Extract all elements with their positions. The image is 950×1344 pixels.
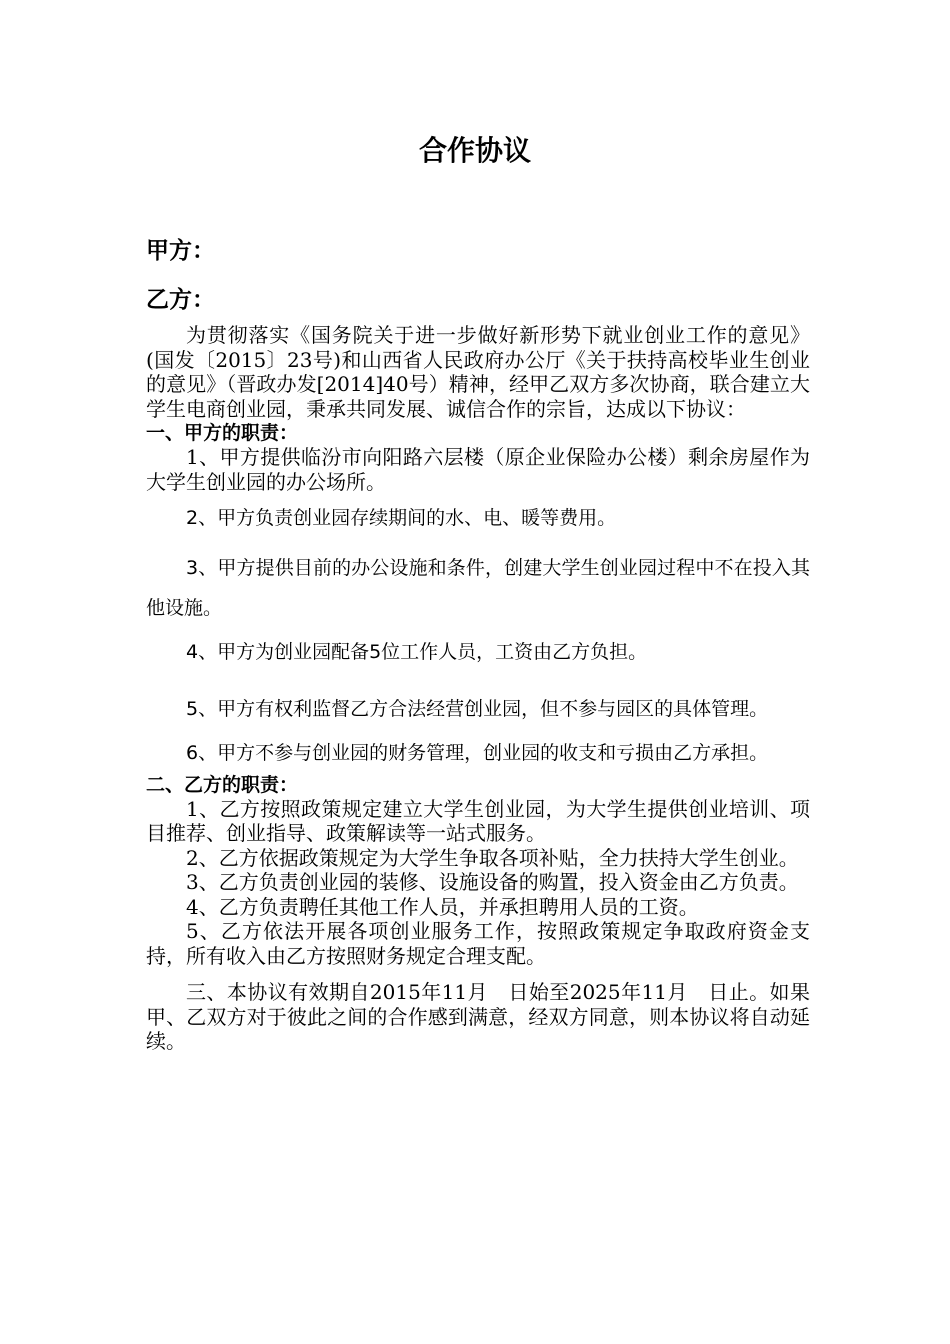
preamble-paragraph: 为贯彻落实《国务院关于进一步做好新形势下就业创业工作的意见》(国发〔2015〕23号)和山西省人民政府办公厅《关于扶持高校毕业生创业的意见》（晋政办发[2014]40号）精神，经甲乙双方多次协商，联合建立大学生电商创业园，秉承共同发展、诚信合作的宗旨，达成以下协议： <box>146 323 810 421</box>
party-b-label: 乙方： <box>146 287 215 313</box>
section-b-item-2: 2、乙方依据政策规定为大学生争取各项补贴，全力扶持大学生创业。 <box>186 845 799 870</box>
section-b-item-1: 1、乙方按照政策规定建立大学生创业园，为大学生提供创业培训、项目推荐、创业指导、政策解读等一站式服务。 <box>146 796 810 845</box>
section-a-item-1: 1、甲方提供临汾市向阳路六层楼（原企业保险办公楼）剩余房屋作为大学生创业园的办公场所。 <box>146 445 810 494</box>
document-title: 合作协议 <box>418 134 531 167</box>
section-a-item-4: 4、甲方为创业园配备5位工作人员，工资由乙方负担。 <box>186 640 648 663</box>
term-clause-paragraph: 三、本协议有效期自2015年11月 日始至2025年11月 日止。如果甲、乙双方对于彼此之间的合作感到满意，经双方同意，则本协议将自动延续。 <box>146 980 810 1053</box>
section-a-item-3: 3、甲方提供目前的办公设施和条件，创建大学生创业园过程中不在投入其他设施。 <box>146 556 810 619</box>
section-b-item-5: 5、乙方依法开展各项创业服务工作，按照政策规定争取政府资金支持，所有收入由乙方按照财务规定合理支配。 <box>146 919 810 968</box>
section-a-heading: 一、甲方的职责： <box>146 422 299 444</box>
section-a-item-5: 5、甲方有权利监督乙方合法经营创业园，但不参与园区的具体管理。 <box>186 697 769 720</box>
section-b-item-4: 4、乙方负责聘任其他工作人员，并承担聘用人员的工资。 <box>186 894 699 919</box>
section-b-item-3: 3、乙方负责创业园的装修、设施设备的购置，投入资金由乙方负责。 <box>186 870 799 894</box>
document-body <box>146 323 810 1054</box>
section-a-item-6: 6、甲方不参与创业园的财务管理，创业园的收支和亏损由乙方承担。 <box>186 741 769 764</box>
party-a-label: 甲方： <box>146 238 215 264</box>
section-b-heading: 二、乙方的职责： <box>146 773 299 796</box>
section-a-item-2: 2、甲方负责创业园存续期间的水、电、暖等费用。 <box>186 507 617 529</box>
